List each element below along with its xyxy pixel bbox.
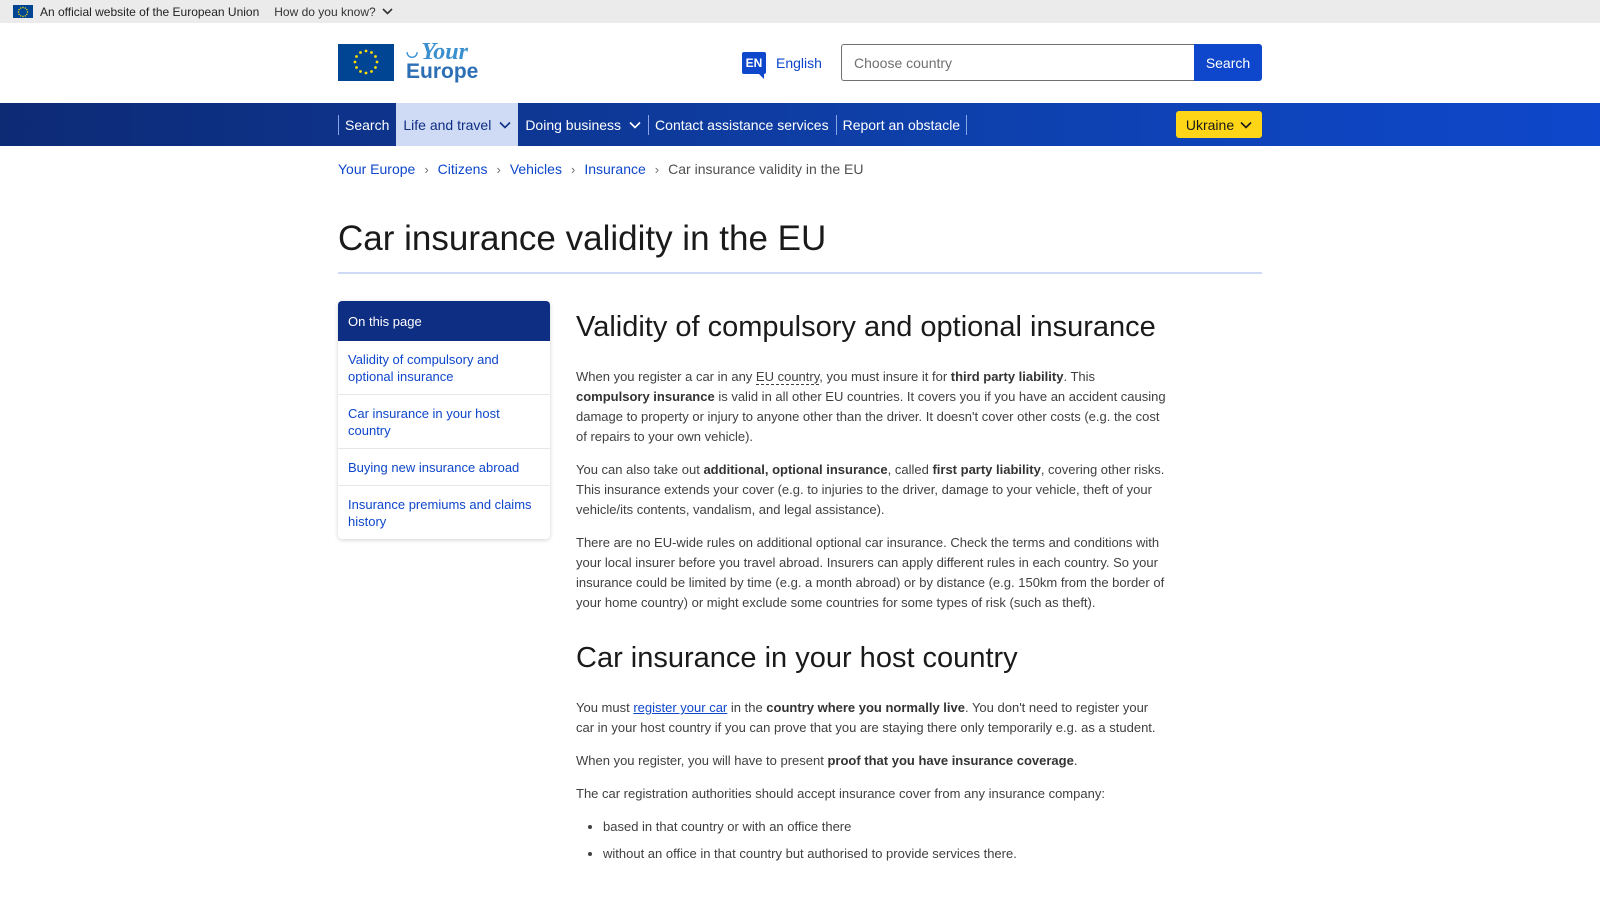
eu-country-term[interactable]: EU country (755, 369, 820, 384)
how-do-you-know-toggle[interactable] (274, 5, 392, 19)
breadcrumb (338, 161, 863, 177)
smile-icon: ◡ (406, 45, 419, 60)
toc-item-premiums-claims[interactable]: Insurance premiums and claims history (348, 497, 532, 529)
nav-item-life-and-travel[interactable] (396, 103, 518, 146)
ukraine-button[interactable] (1176, 111, 1262, 138)
breadcrumb-link-insurance[interactable]: Insurance (584, 161, 646, 177)
list-item: • based in that country or with an office there (603, 817, 1176, 837)
language-code-badge: EN (742, 52, 766, 74)
paragraph: When you register a car in any EU country, you must insure it for third party liability. This compulsory insurance is valid in all other EU countries. It covers you if you have an accident causing damage to property or injury to anyone other than the driver. It doesn't cover other costs (e.g. the cost of repairs to your own vehicle). (576, 369, 1166, 444)
nav-item-label: Search (345, 116, 390, 133)
nav-item-label: Doing business (525, 116, 622, 133)
logo-wordmark (406, 39, 479, 83)
nav-item-search[interactable] (338, 103, 396, 146)
ukraine-label: Ukraine (1185, 116, 1235, 133)
nav-item-contact-assistance[interactable] (648, 103, 836, 146)
chevron-right-icon: › (424, 161, 429, 177)
eu-flag-icon (13, 5, 33, 18)
breadcrumb-current: Car insurance validity in the EU (668, 161, 864, 177)
paragraph: There are no EU-wide rules on additional optional car insurance. Check the terms and conditions with your local insurer before you travel abroad. Insurers can apply different rules in each country. So your insurance could be limited by time (e.g. a month abroad) or by distance (e.g. 150km from the border of your home country) or might exclude some countries for some types of risk (such as theft). (576, 535, 1165, 610)
chevron-down-icon (382, 8, 393, 15)
chevron-down-icon (1240, 121, 1252, 129)
list-item: • without an office in that country but authorised to provide services there. (603, 844, 1176, 864)
nav-item-report-obstacle[interactable] (836, 103, 968, 146)
paragraph: You can also take out additional, optional insurance, called first party liability, covering other risks. This insurance extends your cover (e.g. to injuries to the driver, damage to your vehicle, theft of your vehicle/its contents, vandalism, and legal assistance). (576, 462, 1165, 517)
chevron-right-icon: › (654, 161, 660, 177)
country-search (841, 44, 1262, 81)
paragraph: The car registration authorities should accept insurance cover from any insurance company: (576, 786, 1105, 801)
section-heading-validity: Validity of compulsory and optional insurance (576, 311, 1156, 343)
register-your-car-link[interactable]: register your car (633, 700, 728, 715)
your-europe-logo[interactable] (338, 39, 479, 83)
nav-item-doing-business[interactable] (518, 103, 648, 146)
nav-item-label: Life and travel (403, 116, 492, 133)
how-do-you-know-label: How do you know? (274, 4, 376, 19)
site-header (0, 23, 1600, 103)
breadcrumb-link-vehicles[interactable]: Vehicles (509, 161, 562, 177)
official-website-text: An official website of the European Union (40, 4, 260, 19)
paragraph: You must register your car in the country where you normally live. You don't need to register your car in your host country if you can prove that you are staying there only temporarily e.g. as a student. (576, 700, 1156, 735)
title-divider (338, 272, 1262, 274)
on-this-page-nav (338, 301, 550, 539)
eu-official-bar (0, 0, 1600, 23)
breadcrumb-link-citizens[interactable]: Citizens (437, 161, 488, 177)
search-button[interactable]: Search (1194, 44, 1262, 81)
section-heading-host-country: Car insurance in your host country (576, 642, 1018, 674)
chevron-down-icon (629, 121, 641, 129)
paragraph: When you register, you will have to present proof that you have insurance coverage. (576, 753, 1078, 768)
logo-your-text: Your (421, 39, 468, 65)
country-search-input[interactable] (841, 44, 1194, 81)
breadcrumb-link-your-europe[interactable]: Your Europe (338, 161, 416, 177)
toc-item-validity[interactable]: Validity of compulsory and optional insurance (338, 341, 550, 395)
toc-heading: On this page (338, 301, 550, 341)
language-selector[interactable] (742, 52, 822, 74)
insurance-company-list (603, 817, 1176, 864)
chevron-right-icon: › (496, 161, 501, 177)
toc-item-buying-abroad[interactable]: Buying new insurance abroad (338, 449, 550, 486)
nav-item-label: Contact assistance services (655, 116, 829, 133)
logo-europe-text: Europe (406, 60, 479, 83)
main-navigation (0, 103, 1600, 146)
language-label: English (776, 55, 822, 71)
page-title: Car insurance validity in the EU (338, 219, 827, 258)
toc-item-host-country[interactable]: Car insurance in your host country (338, 395, 550, 449)
main-content (576, 311, 1176, 871)
chevron-right-icon: › (570, 161, 576, 177)
nav-item-label: Report an obstacle (842, 116, 961, 133)
eu-logo-flag-icon (338, 44, 394, 81)
chevron-down-icon (499, 121, 511, 129)
